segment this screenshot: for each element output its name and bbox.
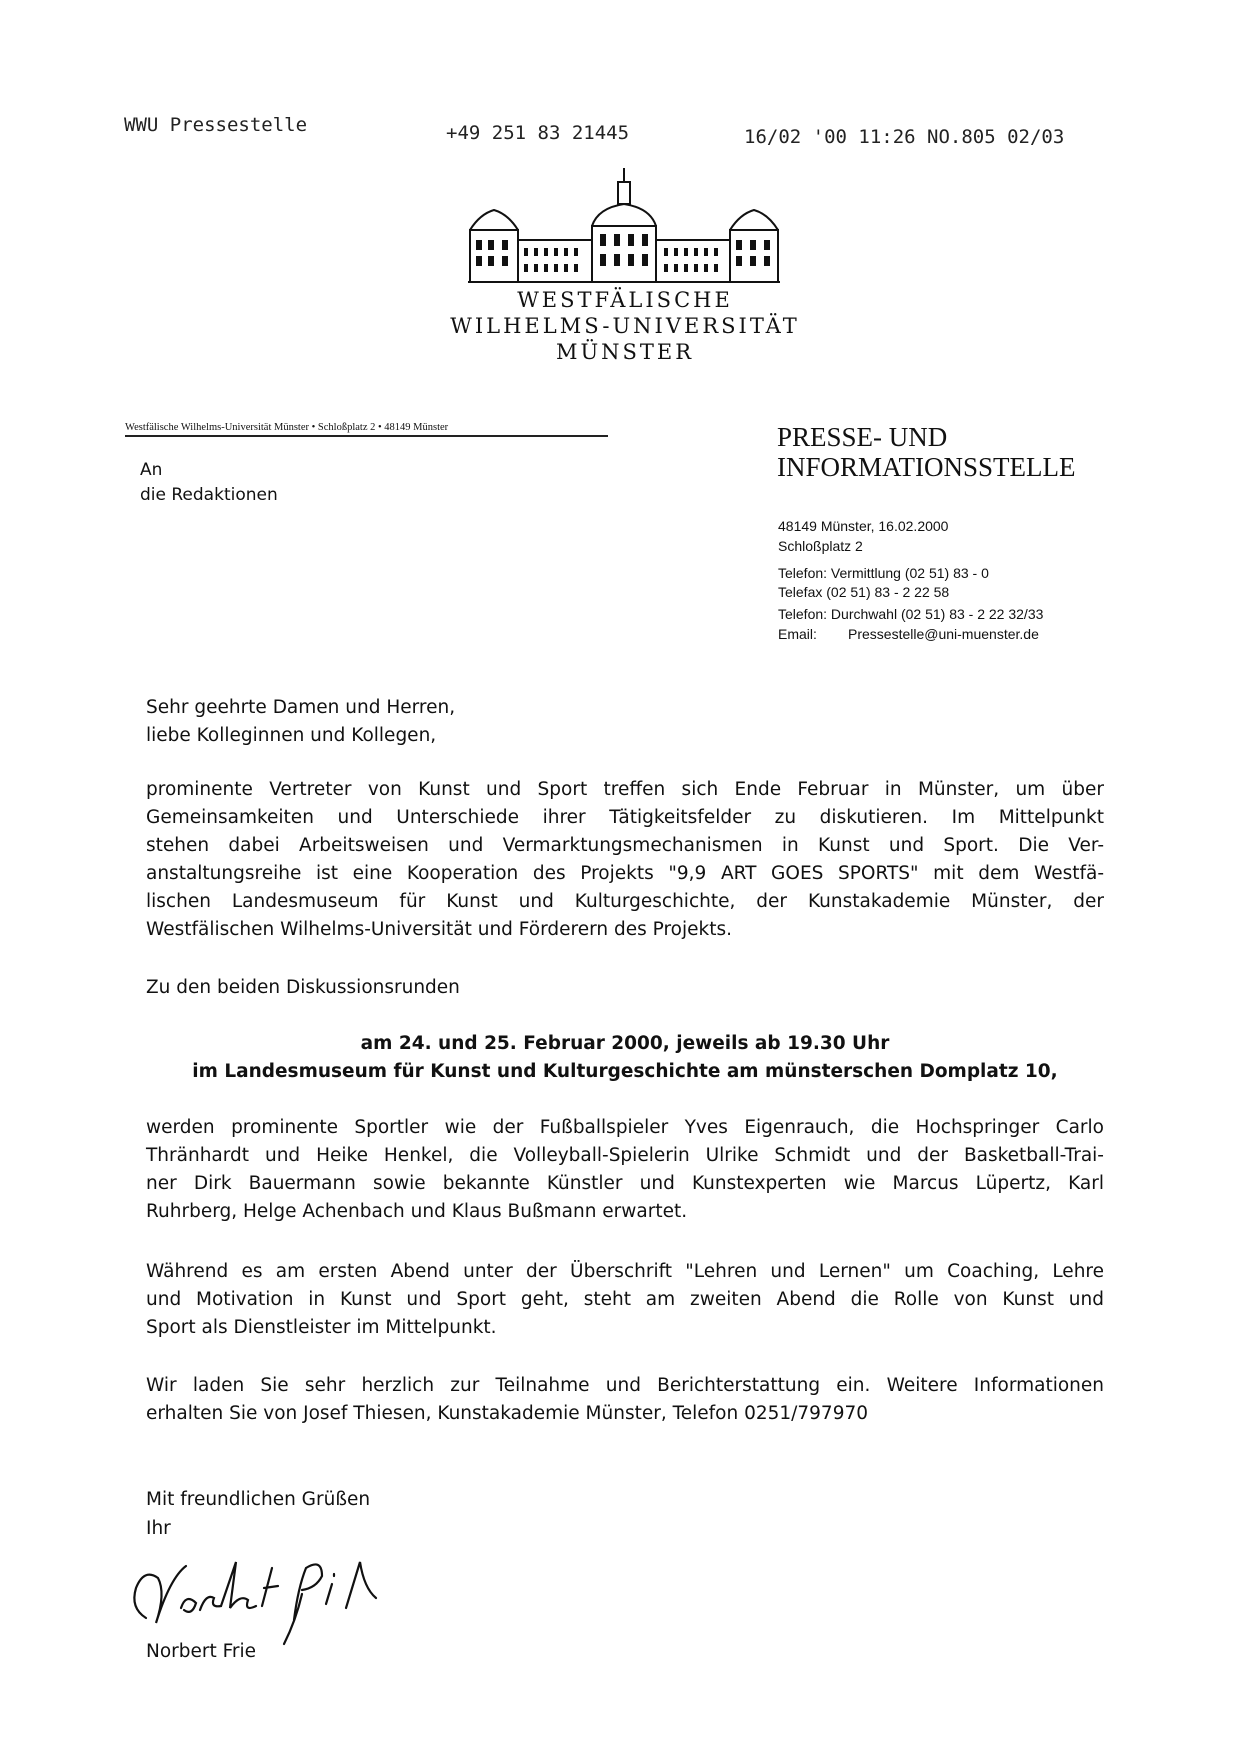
text-line: anstaltungsreihe ist eine Kooperation des Projekts "9,9 ART GOES SPORTS" mit dem Westfä-: [146, 863, 1104, 884]
place-date: 48149 Münster, 16.02.2000: [778, 518, 949, 534]
fax-sender: WWU Pressestelle: [124, 114, 308, 136]
text-line: Ruhrberg, Helge Achenbach und Klaus Bußmann erwartet.: [146, 1201, 688, 1222]
university-name-line2: WILHELMS-UNIVERSITÄT: [450, 314, 800, 338]
handwritten-signature: [126, 1548, 406, 1648]
text-line: lischen Landesmuseum für Kunst und Kulturgeschichte, der Kunstakademie Münster, der: [146, 891, 1104, 912]
text-line: ner Dirk Bauermann sowie bekannte Künstler und Kunstexperten wie Marcus Lüpertz, Karl: [146, 1173, 1104, 1194]
department-line1: PRESSE- UND: [777, 422, 948, 452]
text-line: Sport als Dienstleister im Mittelpunkt.: [146, 1317, 497, 1338]
text-line: Wir laden Sie sehr herzlich zur Teilnahme und Berichterstattung ein. Weitere Informationen: [146, 1375, 1104, 1396]
text-line: werden prominente Sportler wie der Fußballspieler Yves Eigenrauch, die Hochspringer Carlo: [146, 1117, 1104, 1138]
university-name-line3: MÜNSTER: [555, 340, 695, 364]
recipient-line2: die Redaktionen: [140, 485, 278, 505]
paragraph-3: [146, 1114, 1104, 1226]
fax-timestamp: 16/02 '00 11:26 NO.805 02/03: [744, 126, 1065, 148]
text-line: prominente Vertreter von Kunst und Sport treffen sich Ende Februar in Münster, um über: [146, 779, 1104, 800]
fax-number: Telefax (02 51) 83 - 2 22 58: [778, 584, 950, 600]
paragraph-2: Zu den beiden Diskussionsrunden: [146, 977, 460, 998]
street: Schloßplatz 2: [778, 538, 863, 554]
university-building-logo: [468, 168, 780, 286]
return-address: Westfälische Wilhelms-Universität Münster • Schloßplatz 2 • 48149 Münster: [125, 422, 608, 437]
department-title: [777, 422, 1076, 482]
phone-direct: Telefon: Durchwahl (02 51) 83 - 2 22 32/33: [778, 606, 1044, 622]
email-address: Pressestelle@uni-muenster.de: [848, 626, 1039, 642]
text-line: Westfälischen Wilhelms-Universität und Förderern des Projekts.: [146, 919, 732, 940]
fax-phone: +49 251 83 21445: [446, 122, 630, 144]
salutation-line1: Sehr geehrte Damen und Herren,: [146, 697, 456, 718]
text-line: Gemeinsamkeiten und Unterschiede ihrer Tätigkeitsfelder zu diskutieren. Im Mittelpunkt: [146, 807, 1104, 828]
text-line: erhalten Sie von Josef Thiesen, Kunstakademie Münster, Telefon 0251/797970: [146, 1403, 869, 1424]
text-line: Thränhardt und Heike Henkel, die Volleyball-Spielerin Ulrike Schmidt und der Basketball-Trai-: [146, 1145, 1104, 1166]
recipient-line1: An: [140, 460, 163, 480]
phone-main: Telefon: Vermittlung (02 51) 83 - 0: [778, 565, 989, 581]
paragraph-1: [146, 776, 1104, 944]
paragraph-4: [146, 1258, 1104, 1342]
signer-name: Norbert Frie: [146, 1641, 257, 1662]
paragraph-5: [146, 1372, 1104, 1428]
event-date: am 24. und 25. Februar 2000, jeweils ab 19.30 Uhr: [360, 1033, 890, 1054]
closing-line2: Ihr: [146, 1518, 171, 1539]
event-location: im Landesmuseum für Kunst und Kulturgeschichte am münsterschen Domplatz 10,: [192, 1061, 1058, 1082]
text-line: Während es am ersten Abend unter der Überschrift "Lehren und Lernen" um Coaching, Lehre: [146, 1261, 1104, 1282]
department-line2: INFORMATIONSSTELLE: [777, 452, 1076, 482]
closing-line1: Mit freundlichen Grüßen: [146, 1489, 371, 1510]
text-line: und Motivation in Kunst und Sport geht, steht am zweiten Abend die Rolle von Kunst und: [146, 1289, 1104, 1310]
university-name-line1: WESTFÄLISCHE: [517, 288, 733, 312]
salutation-line2: liebe Kolleginnen und Kollegen,: [146, 725, 437, 746]
text-line: stehen dabei Arbeitsweisen und Vermarktungsmechanismen in Kunst und Sport. Die Ver-: [146, 835, 1104, 856]
email-label: Email:: [778, 626, 817, 642]
